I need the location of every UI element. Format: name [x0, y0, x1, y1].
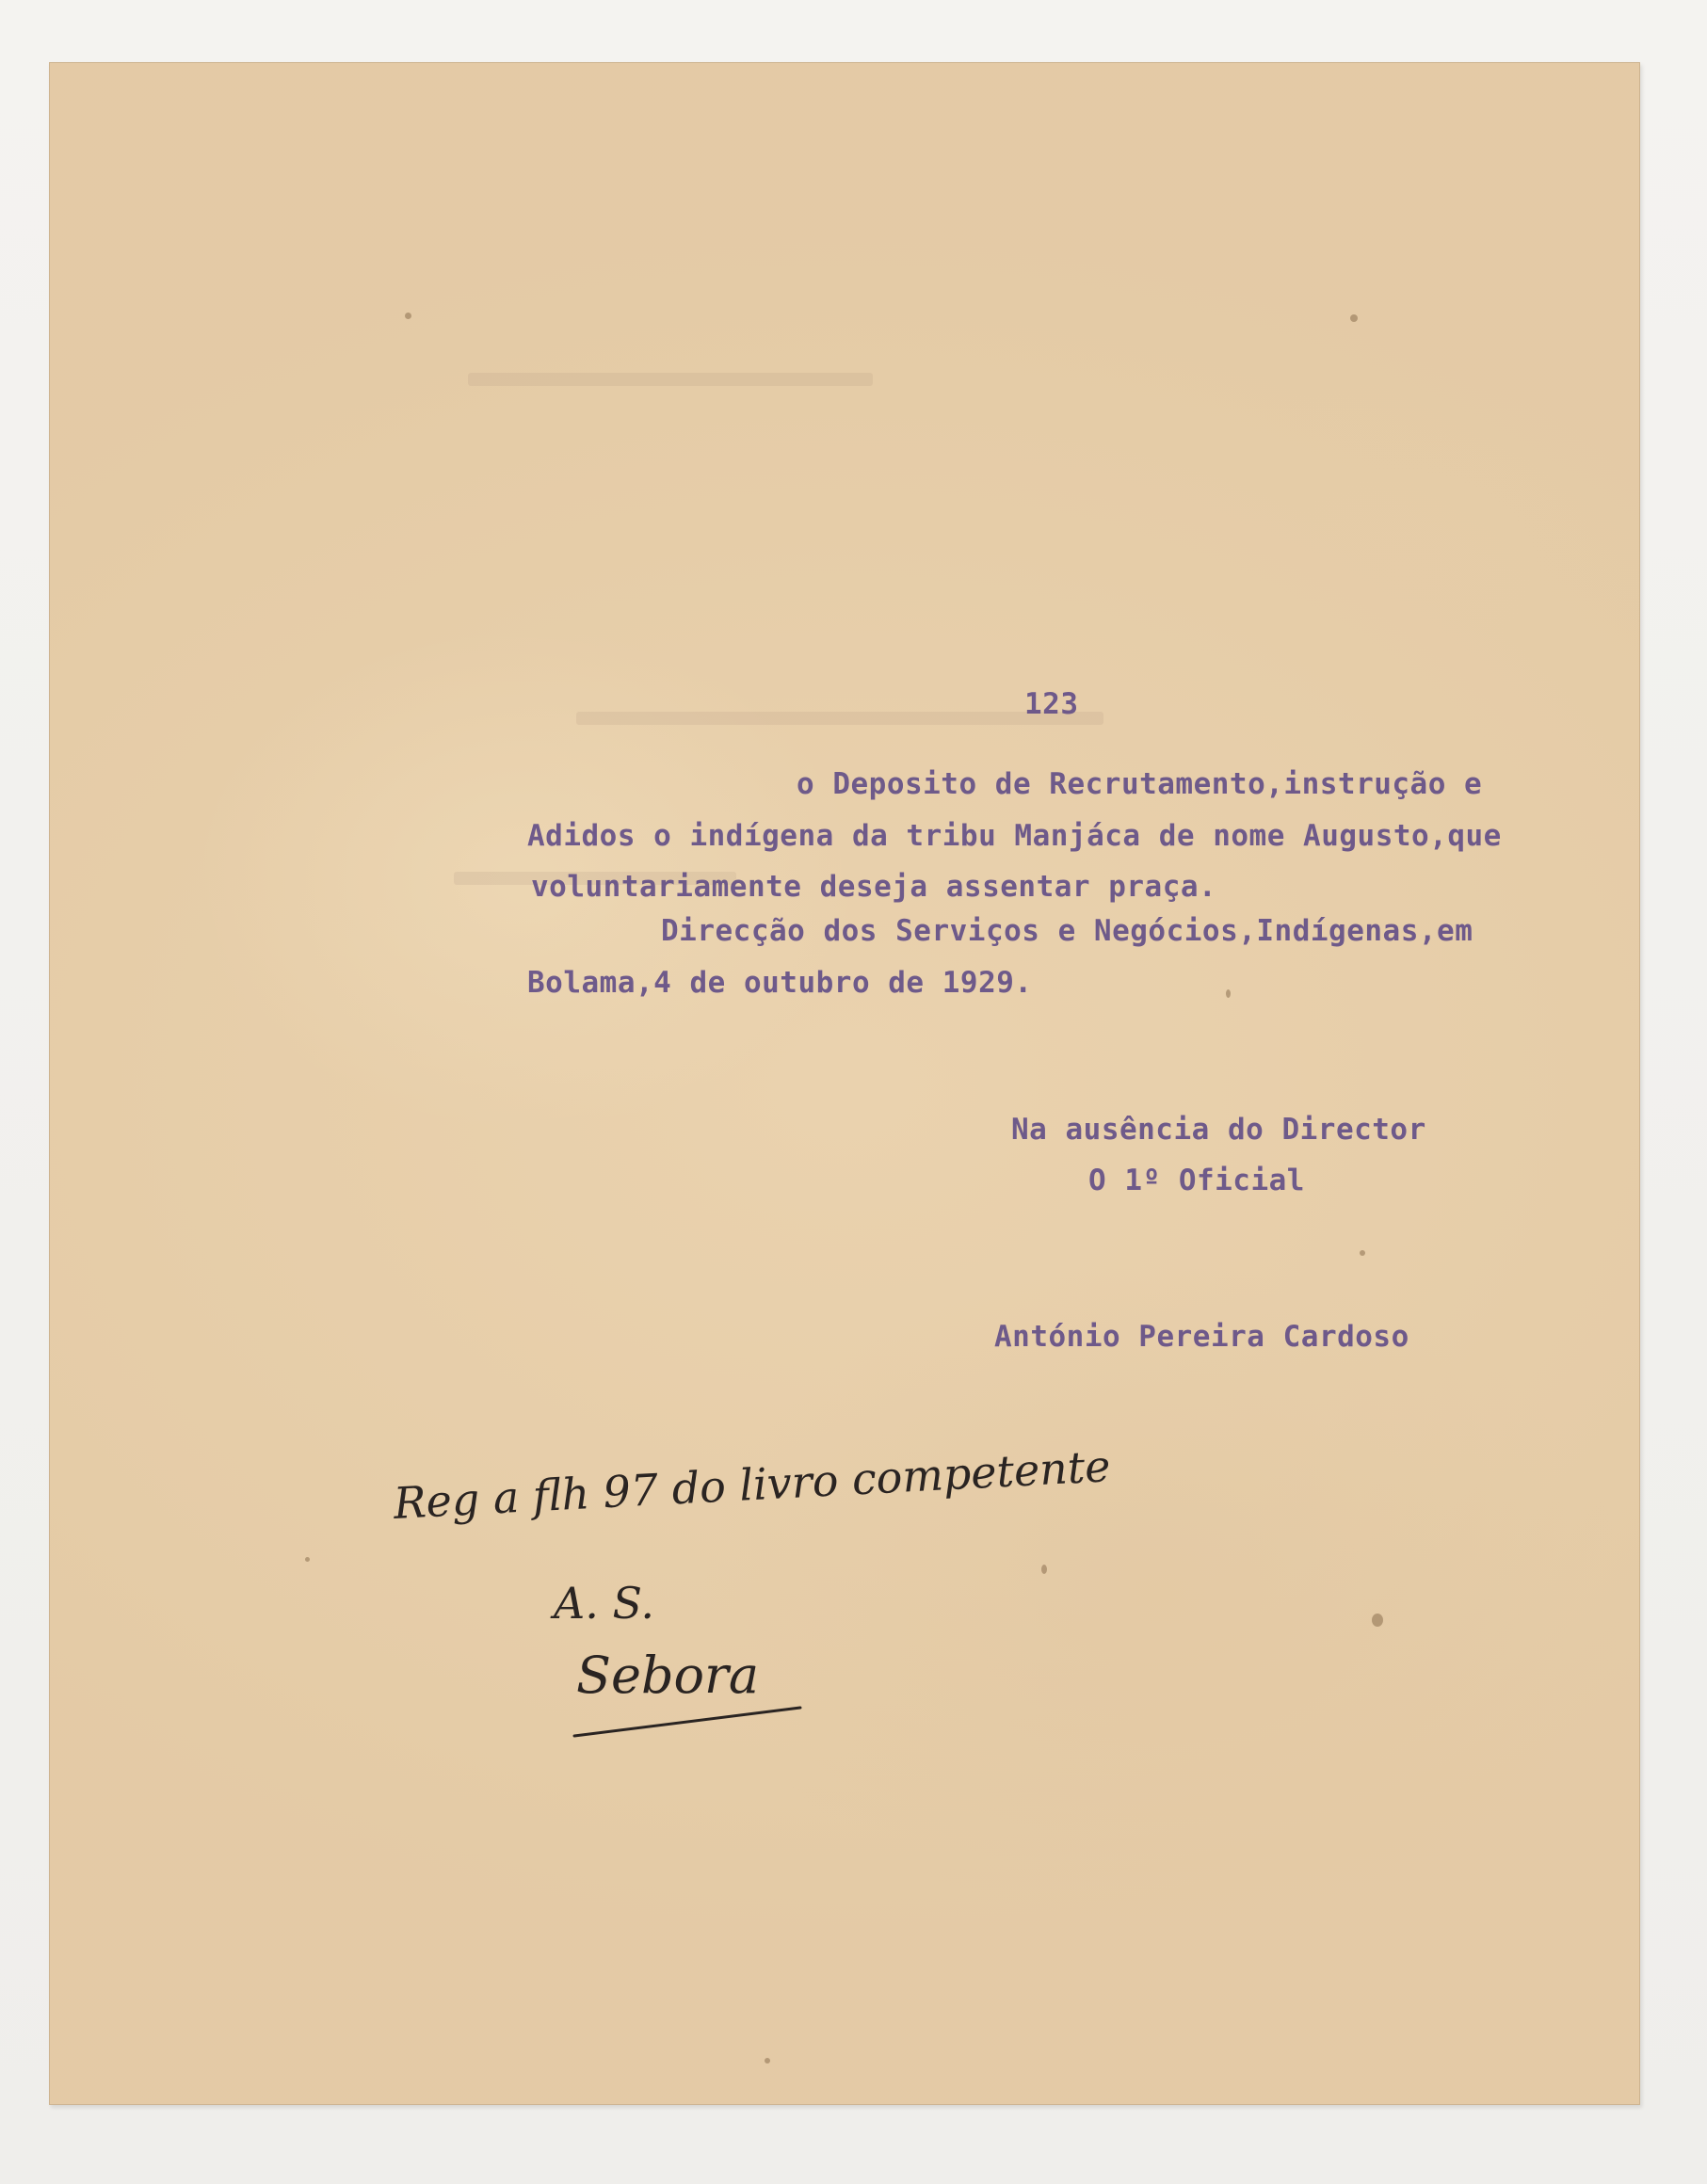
body-line: Adidos o indígena da tribu Manjáca de nome Augusto,que	[527, 819, 1502, 853]
paper-speck	[1041, 1565, 1047, 1574]
body-line: Bolama,4 de outubro de 1929.	[527, 966, 1033, 1000]
body-line: o Deposito de Recrutamento,instrução e	[797, 767, 1483, 801]
signature-underline	[567, 1700, 812, 1747]
handwritten-initials: A. S.	[554, 1578, 654, 1629]
signature-title-line: Na ausência do Director	[1011, 1113, 1426, 1147]
paper-speck	[765, 2058, 770, 2064]
paper-speck	[1360, 1250, 1365, 1256]
handwritten-registration-note: Reg a flh 97 do livro competente	[392, 1440, 1112, 1529]
signatory-name: António Pereira Cardoso	[994, 1320, 1409, 1354]
paper-speck	[305, 1557, 310, 1562]
document-page	[49, 62, 1640, 2105]
signature-role-line: O 1º Oficial	[1088, 1164, 1305, 1197]
handwritten-signature: Sebora	[576, 1646, 760, 1705]
show-through-mark	[468, 373, 873, 386]
paper-speck	[405, 313, 411, 319]
paper-speck	[1226, 989, 1231, 998]
body-line: voluntariamente deseja assentar praça.	[531, 870, 1217, 904]
page-number: 123	[1024, 687, 1079, 721]
paper-speck	[1372, 1614, 1383, 1627]
paper-speck	[1350, 314, 1358, 322]
body-line: Direcção dos Serviços e Negócios,Indígenas,em	[661, 914, 1473, 948]
